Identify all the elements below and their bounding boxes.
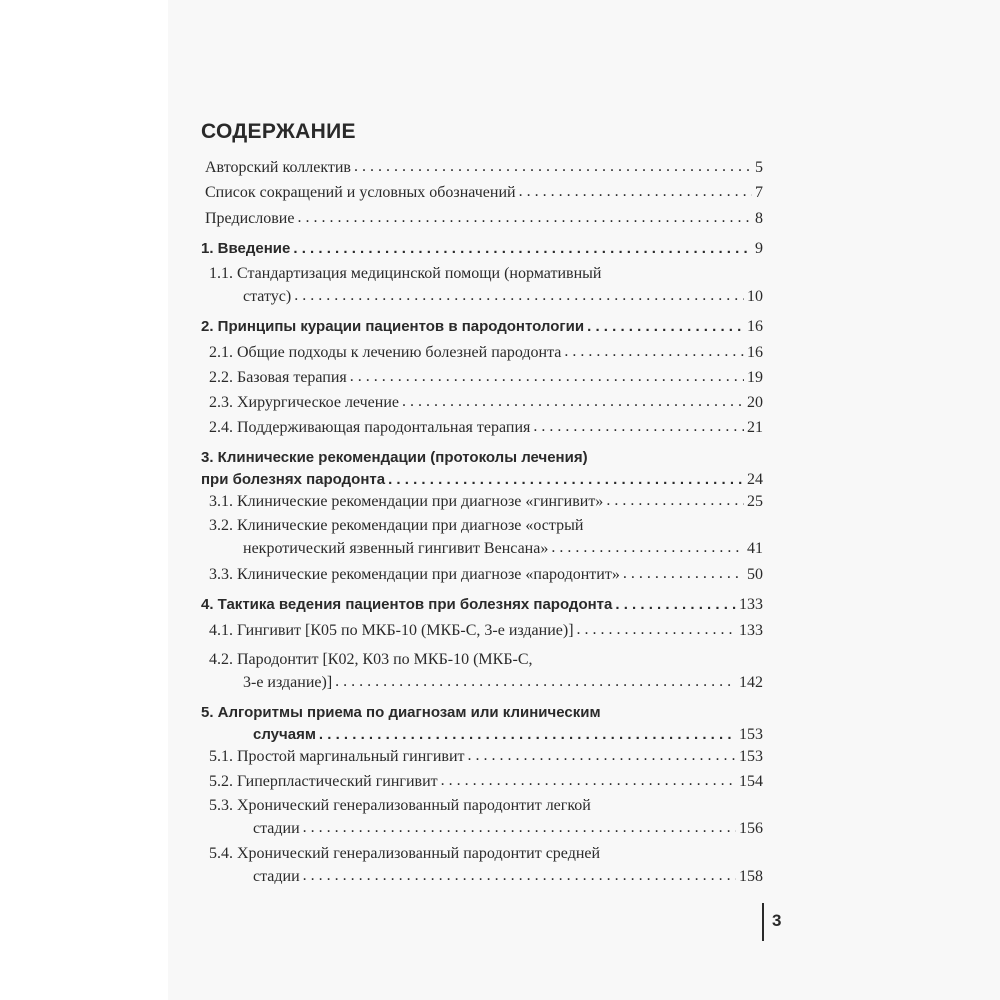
toc-chapter-entry [201, 702, 763, 746]
toc-entry-title: Авторский коллектив [205, 159, 351, 176]
dot-leader [441, 770, 736, 786]
toc-entry [205, 156, 763, 179]
toc-entry-page: 16 [747, 344, 763, 361]
toc-entry [209, 416, 763, 439]
toc-entry-title-line1: 3. Клинические рекомендации (протоколы лечения) [201, 449, 588, 466]
toc-entry-page: 133 [739, 596, 763, 613]
toc-entry [209, 843, 763, 888]
toc-entry [209, 515, 763, 560]
toc-entry [209, 619, 763, 642]
toc-entry-page: 153 [739, 726, 763, 743]
dot-leader [519, 181, 752, 197]
page-number: 3 [772, 911, 782, 930]
toc-entry-page: 20 [747, 394, 763, 411]
toc-chapter-entry [201, 447, 763, 491]
toc-entry-title-line2: стадии [253, 868, 300, 885]
toc-chapter-entry [201, 238, 763, 260]
toc-entry-title: 2.3. Хирургическое лечение [209, 394, 399, 411]
toc-entry-title-line1: 1.1. Стандартизация медицинской помощи (нормативный [209, 265, 602, 282]
toc-entry-title-line2: при болезнях пародонта [201, 471, 386, 488]
toc-entry [209, 795, 763, 840]
toc-title: СОДЕРЖАНИЕ [201, 120, 356, 143]
toc-entry-title-line1: 4.2. Пародонтит [К02, К03 по МКБ-10 (МКБ-С, [209, 651, 533, 668]
toc-entry-page: 7 [755, 184, 763, 201]
toc-entry-title: Список сокращений и условных обозначений [205, 184, 516, 201]
toc-entry-page: 41 [747, 540, 763, 557]
toc-entry-title-line2: случаям [253, 726, 316, 743]
toc-entry-page: 8 [755, 210, 763, 227]
toc-entry-title: Предисловие [205, 210, 295, 227]
dot-leader [297, 207, 752, 223]
toc-entry-page: 5 [755, 159, 763, 176]
dot-leader [335, 671, 736, 687]
dot-leader [606, 490, 744, 506]
toc-entry-title: 5.1. Простой маргинальный гингивит [209, 748, 465, 765]
toc-entry-title: 2.4. Поддерживающая пародонтальная терапия [209, 419, 531, 436]
toc-chapter-entry [201, 316, 763, 338]
dot-leader [587, 316, 744, 331]
dot-leader [468, 745, 736, 761]
dot-leader [303, 817, 736, 833]
toc-entry [209, 366, 763, 389]
toc-entry-page: 24 [747, 471, 763, 488]
toc-entry [209, 770, 763, 793]
page-number-rule [762, 903, 764, 941]
toc-entry-title-line2: стадии [253, 820, 300, 837]
toc-entry-page: 133 [739, 622, 763, 639]
toc-entry-title-line1: 5. Алгоритмы приема по диагнозам или клиническим [201, 704, 601, 721]
dot-leader [293, 238, 752, 253]
toc-entry [209, 490, 763, 513]
dot-leader [551, 537, 744, 553]
dot-leader [354, 156, 752, 172]
toc-entry-page: 158 [739, 868, 763, 885]
toc-entry-title-line2: некротический язвенный гингивит Венсана» [243, 540, 549, 557]
toc-entry-title: 2.1. Общие подходы к лечению болезней пародонта [209, 344, 562, 361]
toc-entry-page: 19 [747, 369, 763, 386]
toc-chapter-entry [201, 594, 763, 616]
dot-leader [388, 469, 744, 484]
toc-entry-title: 5.2. Гиперпластический гингивит [209, 773, 438, 790]
toc-entry [209, 649, 763, 694]
toc-entry [209, 563, 763, 586]
toc-entry [205, 207, 763, 230]
dot-leader [577, 619, 736, 635]
toc-entry-title-line1: 5.4. Хронический генерализованный пародонтит средней [209, 845, 601, 862]
toc-entry-page: 154 [739, 773, 763, 790]
dot-leader [402, 391, 744, 407]
toc-entry-page: 142 [739, 674, 763, 691]
toc-entry-title: 4.1. Гингивит [К05 по МКБ-10 (МКБ-С, 3-е издание)] [209, 622, 574, 639]
toc-entry-title-line1: 3.2. Клинические рекомендации при диагнозе «острый [209, 517, 584, 534]
toc-entry [205, 181, 763, 204]
toc-entry-title: 4. Тактика ведения пациентов при болезнях пародонта [201, 596, 613, 613]
toc-entry [209, 745, 763, 768]
dot-leader [623, 563, 744, 579]
toc-entry-title-line1: 5.3. Хронический генерализованный пародонтит легкой [209, 797, 591, 814]
dot-leader [294, 285, 744, 301]
toc-entry-page: 153 [739, 748, 763, 765]
toc-entry-page: 21 [747, 419, 763, 436]
toc-entry-title: 2. Принципы курации пациентов в пародонтологии [201, 318, 585, 335]
dot-leader [533, 416, 744, 432]
dot-leader [615, 594, 736, 609]
toc-entry-title: 3.1. Клинические рекомендации при диагнозе «гингивит» [209, 493, 604, 510]
toc-entry-page: 9 [755, 240, 763, 257]
toc-entry-title-line2: статус) [243, 288, 292, 305]
toc-entry-title-line2: 3-е издание)] [243, 674, 333, 691]
toc-entry-page: 16 [747, 318, 763, 335]
toc-entry-title: 2.2. Базовая терапия [209, 369, 347, 386]
toc-entry-title: 3.3. Клинические рекомендации при диагнозе «пародонтит» [209, 566, 620, 583]
toc-entry [209, 263, 763, 308]
toc-entry-page: 10 [747, 288, 763, 305]
toc-entry [209, 391, 763, 414]
toc-entry-page: 25 [747, 493, 763, 510]
dot-leader [564, 341, 744, 357]
dot-leader [319, 724, 736, 739]
toc-entry-page: 50 [747, 566, 763, 583]
toc-entry-page: 156 [739, 820, 763, 837]
toc-entry [209, 341, 763, 364]
toc-entry-title: 1. Введение [201, 240, 291, 257]
dot-leader [303, 865, 736, 881]
dot-leader [350, 366, 744, 382]
